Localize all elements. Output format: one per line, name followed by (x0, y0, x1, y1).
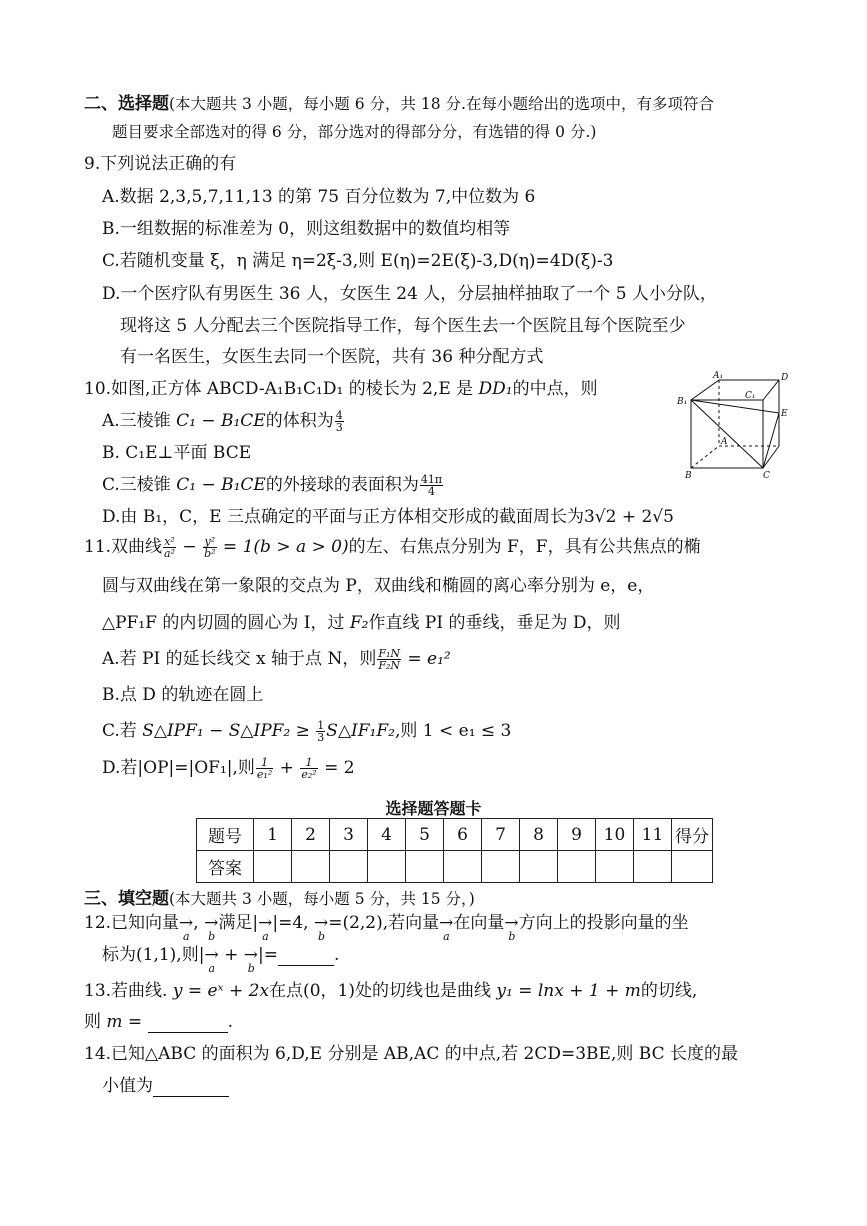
q11-d-frac2 (300, 757, 317, 780)
q14-answer-blank[interactable] (153, 1078, 229, 1097)
q13-answer-blank[interactable] (148, 1014, 228, 1033)
answer-card-cell: 10 (596, 819, 634, 851)
q12-vec-a (204, 944, 219, 975)
answer-cell[interactable] (634, 851, 672, 883)
cube-label-b: B (685, 471, 692, 478)
q10-c-prefix: C.三棱锥 (102, 475, 177, 495)
q12-text-b: 满足| (218, 913, 259, 933)
q13-l2-end: . (227, 1012, 233, 1032)
cube-label-e: E (781, 409, 788, 419)
q12-vec-a (258, 912, 273, 943)
q13-expr2: y₁ = lnx + 1 + m (496, 981, 641, 1001)
answer-card-cell: 4 (368, 819, 406, 851)
q11-a-den: F₂N (378, 659, 400, 672)
q11-a2: a² (164, 547, 176, 560)
q12-vec-a-letter: a (262, 930, 269, 943)
answer-card-title: 选择题答题卡 (385, 799, 482, 818)
q12-line-2 (102, 944, 340, 975)
q11-stem-a: 11.双曲线 (84, 537, 163, 557)
q11-a-fraction (377, 648, 401, 671)
q11-c-den: 3 (317, 731, 325, 744)
q12-vec-a (179, 912, 194, 943)
q10-c-expr: C₁ − B₁CE (176, 475, 266, 495)
q13-m-eq: m = (106, 1012, 148, 1032)
q12-arrow-icon: → (204, 945, 219, 965)
q10-stem-dd1: DD₁ (478, 379, 513, 399)
q10-c-den: 4 (427, 485, 435, 498)
q10-c-fraction (420, 474, 443, 497)
answer-card-cell: 7 (482, 819, 520, 851)
answer-card-header-row (197, 819, 713, 851)
q11-stem-b: 的左、右焦点分别为 F，F，具有公共焦点的椭 (348, 537, 701, 557)
q11-line3-f2: F₂ (349, 613, 369, 633)
cube-label-a: A (721, 437, 728, 447)
cube-label-d: D (781, 373, 789, 383)
answer-cell[interactable] (520, 851, 558, 883)
q10-d-text: D.由 B₁，C，E 三点确定的平面与正方体相交形成的截面周长为 (102, 507, 584, 527)
section2-heading (84, 93, 714, 115)
q12-arrow-icon: → (179, 913, 194, 933)
q11-option-d: D.若|OP|=|OF₁|,则 $\frac{1}{\text{e₁²}}$ + $\frac{1}{\text{e₂²}}$ = 2 (102, 756, 355, 781)
cube-label-c1: C₁ (745, 391, 756, 401)
q9-option-b: B.一组数据的标准差为 0，则这组数据中的数值均相等 (102, 219, 511, 239)
q11-d-prefix: D.若|OP|=|OF₁|,则 (102, 758, 255, 778)
q12-vec-b-letter: b (508, 930, 516, 943)
q12-text-e: 在向量 (453, 913, 505, 933)
q12-l2-a: 标为(1,1),则| (102, 945, 205, 965)
answer-cell[interactable] (254, 851, 292, 883)
section2-desc-1: (本大题共 3 小题，每小题 6 分，共 18 分.在每小题给出的选项中，有多项符合 (169, 95, 714, 113)
q11-y2: y² (204, 535, 216, 548)
q11-c-suffix: ,则 1 < e₁ ≤ 3 (394, 721, 512, 741)
q9-option-c: C.若随机变量 ξ，η 满足 η=2ξ-3,则 E(η)=2E(ξ)-3,D(η)=4D(ξ)-3 (102, 251, 614, 271)
answer-card-cell: 11 (634, 819, 672, 851)
q12-arrow-icon: → (504, 913, 519, 933)
q11-x2: x² (164, 535, 175, 548)
answer-card-cell: 1 (254, 819, 292, 851)
q10-option-b: B. C₁E⊥平面 BCE (102, 443, 252, 463)
cube-label-a1: A₁ (713, 371, 724, 381)
q11-d-eq: = 2 (318, 758, 355, 778)
q12-arrow-icon: → (313, 913, 329, 933)
answer-card-cell: 9 (558, 819, 596, 851)
q12-vec-a (439, 912, 454, 943)
q13-line-1 (84, 980, 697, 1002)
answer-card-answer-row (197, 851, 713, 883)
q10-a-prefix: A.三棱锥 (102, 411, 177, 431)
q9-option-d-1: D.一个医疗队有男医生 36 人，女医生 24 人，分层抽样抽取了一个 5 人小分队， (102, 284, 717, 304)
q9-option-d-3: 有一名医生，女医生去同一个医院，共有 36 种分配方式 (120, 347, 544, 367)
q12-vec-b-letter: b (317, 930, 325, 943)
section3-desc: (本大题共 3 小题，每小题 5 分，共 15 分，) (169, 890, 475, 908)
answer-cell[interactable] (330, 851, 368, 883)
q10-option-d (102, 506, 674, 528)
q12-vec-b (204, 912, 219, 943)
q10-a-den: 3 (335, 421, 343, 434)
cube-label-c: C (763, 471, 770, 478)
q13-l2-a: 则 (84, 1012, 107, 1032)
q13-text-c: 的切线, (640, 981, 698, 1001)
q11-c-expr1: S△IPF₁ − S△IPF₂ ≥ (142, 721, 316, 741)
section3-heading (84, 888, 475, 910)
q11-line-3 (102, 612, 620, 634)
q11-eq: = 1(b > a > 0) (217, 537, 349, 557)
answer-card-table (196, 818, 713, 883)
q11-b2: b² (204, 547, 216, 560)
q12-vec-a-letter: a (208, 962, 215, 975)
q12-vec-b (243, 944, 258, 975)
q10-a-suffix: 的体积为 (265, 411, 334, 431)
q14-line-2 (102, 1075, 229, 1097)
q12-vec-b-letter: b (247, 962, 255, 975)
q10-stem-c: 的中点，则 (512, 379, 598, 399)
cube-label-b1: B₁ (677, 397, 688, 407)
q11-line3-b: 作直线 PI 的垂线，垂足为 D，则 (368, 613, 621, 633)
q11-d-num2: 1 (300, 757, 317, 769)
answer-cell[interactable] (368, 851, 406, 883)
q12-arrow-icon: → (439, 913, 454, 933)
q12-arrow-icon: → (243, 945, 258, 965)
section2-title: 二、选择题 (84, 94, 169, 114)
q13-text-a: 13.若曲线. (84, 981, 173, 1001)
q9-stem: 9.下列说法正确的有 (84, 154, 237, 174)
answer-card-cell: 6 (444, 819, 482, 851)
q12-vec-a-letter: a (183, 930, 190, 943)
q11-a-num: F₁N (378, 647, 400, 660)
q11-d-num1: 1 (256, 757, 273, 769)
q12-l2-b: |= (258, 945, 278, 965)
answer-card-label: 答案 (197, 851, 254, 883)
q11-d-den2: e₂² (301, 768, 317, 781)
q12-plus: + (218, 945, 244, 965)
q9-option-d-2: 现将这 5 人分配去三个医院指导工作，每个医生去一个医院且每个医院至少 (120, 316, 686, 336)
q10-c-suffix: 的外接球的表面积为 (265, 475, 419, 495)
q9-option-a: A.数据 2,3,5,7,11,13 的第 75 百分位数为 7,中位数为 6 (102, 187, 536, 207)
answer-card-cell: 3 (330, 819, 368, 851)
q12-text-c: |=4, (272, 913, 314, 933)
q10-stem-a: 10.如图,正方体 ABCD-A₁B₁C₁D₁ 的棱长为 2,E 是 (84, 379, 479, 399)
q12-vec-b (504, 912, 519, 943)
answer-card-cell: 2 (292, 819, 330, 851)
q12-arrow-icon: → (204, 913, 219, 933)
score-cell[interactable] (672, 851, 713, 883)
q10-a-fraction (335, 410, 344, 433)
q10-stem (84, 378, 598, 400)
q13-line-2 (84, 1011, 233, 1033)
q12-vec-a-letter: a (443, 930, 450, 943)
q11-line3-a: △PF₁F 的内切圆的圆心为 I，过 (102, 613, 350, 633)
answer-card-cell: 5 (406, 819, 444, 851)
q12-answer-blank[interactable] (278, 947, 334, 966)
q10-c-num: 41π (420, 473, 443, 486)
q11-stem: 11.双曲线 $\frac{\text{x²}}{\text{a²}}$ − $\frac{\text{y²}}{\text{b²}}$ = 1(b > a > 0)的左、右焦点分别为 F，F，具有公共焦点的椭 (84, 535, 701, 560)
q12-text-a: 12.已知向量 (84, 913, 180, 933)
q12-vec-b-letter: b (208, 930, 216, 943)
q14-l2-text: 小值为 (102, 1076, 153, 1096)
section3-title: 三、填空题 (84, 889, 169, 909)
answer-cell[interactable] (482, 851, 520, 883)
q12-text-d: =(2,2),若向量 (328, 913, 440, 933)
q12-l2-end: . (333, 945, 340, 965)
q13-expr1: y = eˣ + 2x (172, 981, 270, 1001)
answer-cell[interactable] (444, 851, 482, 883)
q10-option-c (102, 474, 444, 497)
section2-desc-2: 题目要求全部选对的得 6 分，部分选对的得部分分，有选错的得 0 分.) (112, 123, 597, 141)
q10-a-expr: C₁ − B₁CE (176, 411, 266, 431)
q11-line-2: 圆与双曲线在第一象限的交点为 P，双曲线和椭圆的离心率分别为 e，e， (102, 576, 655, 596)
q11-c-expr2: S△IF₁F₂ (326, 721, 395, 741)
q10-option-a (102, 410, 345, 433)
q10-d-expr: 3√2 + 2√5 (583, 507, 674, 527)
q12-vec-b (313, 912, 329, 943)
q13-text-b: 在点(0，1)处的切线也是曲线 (269, 981, 497, 1001)
q11-option-a (102, 648, 451, 671)
q11-d-frac1 (256, 757, 273, 780)
q12-sep: , (193, 913, 205, 933)
cube-figure (675, 368, 795, 478)
q11-d-den1: e₁² (256, 768, 273, 781)
answer-card-cell: 8 (520, 819, 558, 851)
q11-option-c (102, 720, 511, 743)
q11-frac-x (163, 536, 176, 559)
q11-a-text: A.若 PI 的延长线交 x 轴于点 N，则 (102, 649, 377, 669)
answer-card-cell: 题号 (197, 819, 254, 851)
q12-text-f: 方向上的投影向量的坐 (518, 913, 689, 933)
q12-line-1 (84, 912, 689, 943)
answer-cell[interactable] (406, 851, 444, 883)
answer-cell[interactable] (558, 851, 596, 883)
q11-a-eq: = e₁² (402, 649, 451, 669)
answer-cell[interactable] (596, 851, 634, 883)
answer-card-cell: 得分 (672, 819, 713, 851)
q11-c-num: 1 (317, 719, 325, 732)
q12-arrow-icon: → (258, 913, 273, 933)
q10-a-num: 4 (335, 409, 343, 422)
q11-frac-y (203, 536, 216, 559)
answer-cell[interactable] (292, 851, 330, 883)
q14-line-1: 14.已知△ABC 的面积为 6,D,E 分别是 AB,AC 的中点,若 2CD=3BE,则 BC 长度的最 (84, 1044, 738, 1064)
q11-c-fraction (316, 720, 325, 743)
q11-c-prefix: C.若 (102, 721, 143, 741)
q11-option-b: B.点 D 的轨迹在圆上 (102, 685, 264, 705)
